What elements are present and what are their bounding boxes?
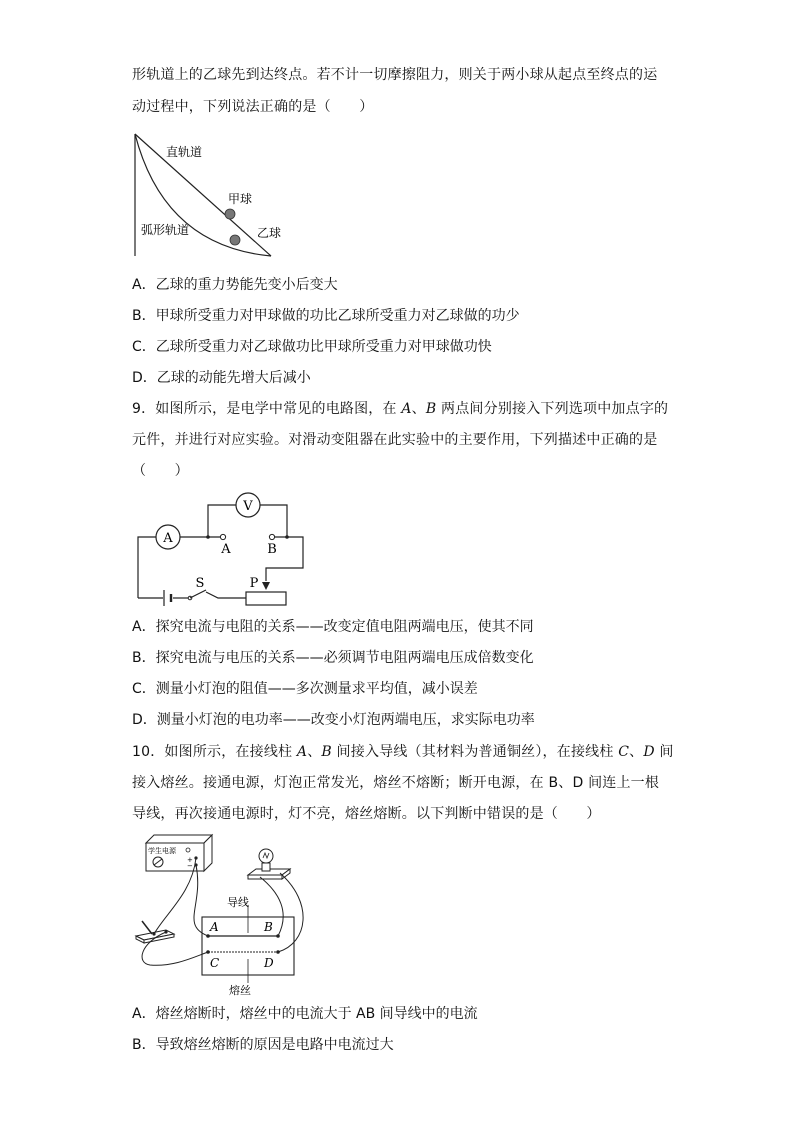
slider-label: P: [249, 576, 259, 591]
label-arc-track: 弧形轨道: [141, 223, 190, 237]
q9-option-d: D．测量小灯泡的电功率——改变小灯泡两端电压，求实际电功率: [132, 712, 535, 728]
ammeter-label: A: [163, 531, 173, 546]
junction-right: [285, 535, 289, 539]
label-c: C: [210, 956, 220, 970]
q9-stem-line-2: 元件，并进行对应实验。对滑动变阻器在此实验中的主要作用，下列描述中正确的是: [132, 432, 658, 448]
junction-left: [206, 535, 210, 539]
q9-stem-line-3: （ ）: [132, 463, 189, 479]
fuse-label: 熔丝: [229, 984, 251, 997]
switch-to-rheostat-wire: [206, 592, 246, 598]
voltmeter-wire-right: [260, 505, 287, 537]
q8-stem-line-2: 动过程中，下列说法正确的是（ ）: [132, 99, 374, 115]
q10-terminal-d: D: [643, 744, 655, 760]
q8-option-a: A．乙球的重力势能先变小后变大: [132, 277, 338, 293]
lamp-base-front: [248, 875, 282, 879]
q9-stem-pre: 9．如图所示，是电学中常见的电路图，在: [132, 401, 402, 417]
polarity-minus: −: [187, 862, 193, 870]
power-supply-top: [146, 835, 212, 843]
q9-sep: 、: [411, 401, 426, 417]
q10-sep-2: 、: [629, 744, 644, 760]
q10-stem-pre: 10．如图所示，在接线柱: [132, 744, 297, 760]
q9-circuit-figure: [130, 488, 310, 612]
q10-option-b: B．导致熔丝熔断的原因是电路中电流过大: [132, 1037, 394, 1053]
q8-option-c: C．乙球所受重力对乙球做功比甲球所受重力对甲球做功快: [132, 339, 492, 355]
power-supply-label: 学生电源: [148, 847, 176, 855]
q8-option-b: B．甲球所受重力对甲球做的功比乙球所受重力对乙球做的功少: [132, 308, 520, 324]
q10-apparatus-figure: [130, 833, 330, 998]
label-a: A: [210, 920, 219, 934]
q10-stem-line-2: 接入熔丝。接通电源，灯泡正常发光，熔丝不熔断；断开电源，在 B、D 间连上一根: [132, 775, 660, 791]
q10-terminal-b: B: [321, 744, 332, 760]
q8-option-d: D．乙球的动能先增大后减小: [132, 370, 311, 386]
label-b: B: [264, 920, 273, 934]
slider-arrow-icon: [262, 582, 270, 590]
rheostat-icon: [246, 592, 286, 605]
label-ball-yi: 乙球: [257, 226, 282, 240]
q10-stem-mid: 间接入导线（其材料为普通铜丝），在接线柱: [331, 744, 619, 760]
left-wire: [138, 537, 156, 598]
q9-option-b: B．探究电流与电压的关系——必须调节电阻两端电压成倍数变化: [132, 650, 534, 666]
q10-sep-1: 、: [307, 744, 322, 760]
knob-icon: [186, 848, 190, 852]
q9-stem-line-1: [132, 399, 668, 419]
knife-switch-blade: [142, 921, 152, 934]
q10-stem-line-1: [132, 742, 674, 762]
switch-blade: [190, 590, 206, 598]
terminal-b: [269, 534, 274, 539]
q9-stem-post: 两点间分别接入下列选项中加点字的: [436, 401, 669, 417]
polarity-plus: +: [187, 856, 193, 864]
q8-track-figure: [128, 128, 288, 262]
q9-point-a: A: [401, 401, 412, 417]
q9-point-b: B: [425, 401, 437, 417]
point-a-label: A: [221, 542, 231, 557]
terminal-a: [220, 534, 225, 539]
ball-jia: [225, 209, 235, 219]
switch-label: S: [195, 576, 205, 591]
q10-terminal-c: C: [618, 744, 630, 760]
label-ball-jia: 甲球: [228, 192, 253, 206]
lamp-socket: [262, 863, 270, 871]
q10-stem-post: 间: [654, 744, 674, 760]
q9-option-a: A．探究电流与电阻的关系——改变定值电阻两端电压，使其不同: [132, 619, 534, 635]
voltmeter-label: V: [243, 499, 253, 514]
point-b-label: B: [267, 542, 277, 557]
q10-stem-line-3: 导线，再次接通电源时，灯不亮，熔丝熔断。以下判断中错误的是（ ）: [132, 806, 601, 822]
q8-stem-line-1: 形轨道上的乙球先到达终点。若不计一切摩擦阻力，则关于两小球从起点至终点的运: [132, 67, 658, 83]
wire-label: 导线: [227, 896, 249, 909]
ball-yi: [230, 235, 240, 245]
voltmeter-wire-left: [208, 505, 236, 537]
label-d: D: [264, 956, 274, 970]
label-straight-track: 直轨道: [166, 145, 203, 159]
q10-terminal-a: A: [296, 744, 308, 760]
q9-option-c: C．测量小灯泡的阻值——多次测量求平均值，减小误差: [132, 681, 478, 697]
q10-option-a: A．熔丝熔断时，熔丝中的电流大于 AB 间导线中的电流: [132, 1006, 478, 1022]
